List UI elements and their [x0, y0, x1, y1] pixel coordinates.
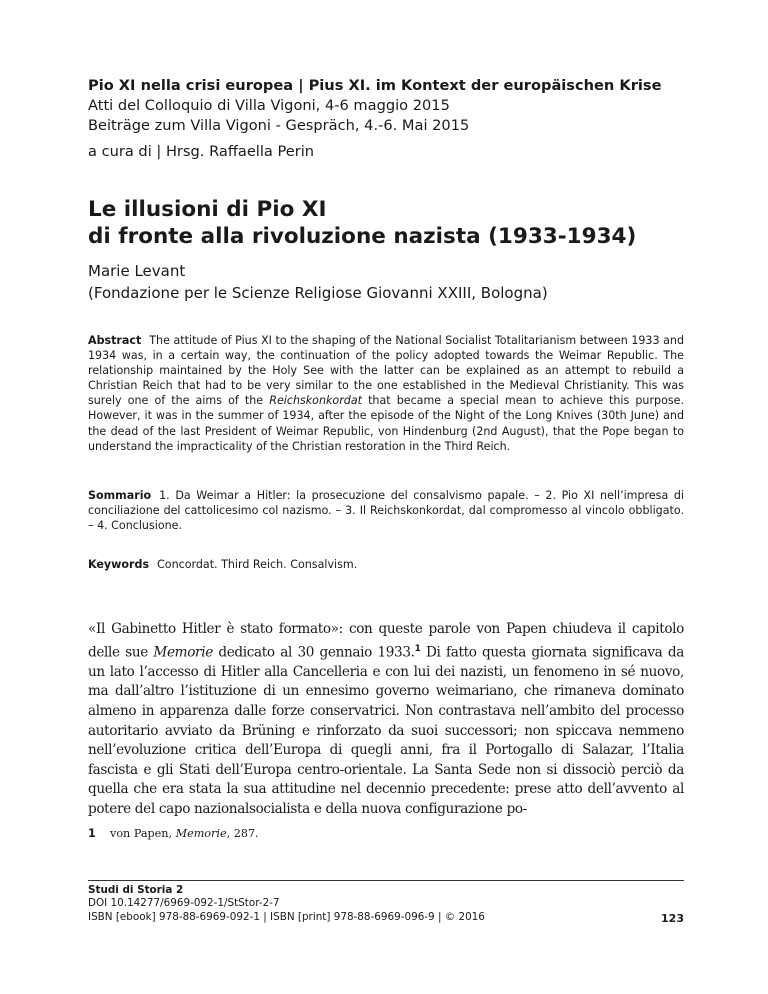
book-header [88, 76, 728, 162]
author-affiliation: (Fondazione per le Scienze Religiose Giovanni XXIII, Bologna) [88, 284, 548, 302]
body-text-2: dedicato al 30 gennaio 1933. [212, 644, 415, 661]
page-footer [88, 884, 684, 924]
abstract-text-2: that became a special mean to achieve this purpose. However, it was in the summer of 1934, after the episode of the Night of the Long Knives (30th June) and the dead of the last President of Weimar Republic, von Hindenburg (2nd August), that the Pope began to understand the impracticality of the Christian restoration in the Third Reich. [88, 394, 684, 453]
abstract-text-1: The attitude of Pius XI to the shaping of the National Socialist Totalitarianism between 1933 and 1934 was, in a certain way, the continuation of the policy adopted towards the Weimar Republic. The relationship maintained by the Holy See with the latter can be explained as an attempt to rebuild a Christian Reich that had to be very similar to the one established in the Medieval Christianity. This was surely one of the aims of the [88, 334, 684, 408]
footnote-text-1: von Papen, [110, 827, 176, 840]
abstract-label: Abstract [88, 334, 142, 347]
book-editor: a cura di | Hrsg. Raffaella Perin [88, 143, 315, 160]
summary-text: 1. Da Weimar a Hitler: la prosecuzione del consalvismo papale. – 2. Pio XI nell’impresa di conciliazione del cattolicesimo col nazismo. – 3. Il Reichskonkordat, dal compromesso al vincolo obbligato. – 4. Conclusione. [88, 489, 684, 533]
footer-doi: DOI 10.14277/6969-092-1/StStor-2-7 [88, 897, 280, 910]
article-title [88, 196, 708, 250]
footnote-reference[interactable]: 1 [414, 643, 421, 654]
body-text-1: «Il Gabinetto Hitler è stato formato»: con queste parole von Papen chiudeva il capitolo delle sue [88, 621, 684, 661]
book-title: Pio XI nella crisi europea | Pius XI. im Kontext der europäischen Krise [88, 77, 662, 94]
footer-series: Studi di Storia 2 [88, 884, 184, 896]
footnote-number: 1 [88, 827, 96, 840]
body-paragraph [88, 620, 684, 819]
author-name: Marie Levant [88, 262, 186, 280]
keywords [88, 557, 684, 572]
footnote-text-italic: Memorie [175, 827, 227, 840]
abstract-text-italic: Reichskonkordat [269, 394, 362, 408]
page-number: 123 [661, 912, 684, 925]
footer-isbn: ISBN [ebook] 978-88-6969-092-1 | ISBN [print] 978-88-6969-096-9 | © 2016 [88, 910, 485, 923]
keywords-label: Keywords [88, 558, 150, 571]
article-title-line1: Le illusioni di Pio XI [88, 197, 327, 222]
summary [88, 488, 684, 533]
author-block [88, 260, 708, 304]
footer-divider [88, 880, 684, 881]
body-text-3: Di fatto questa giornata significava da un lato l’accesso di Hitler alla Cancelleria e con lui dei nazisti, un fenomeno in sé nuovo, ma dall’altro l’istituzione di un ennesimo governo weimariano, che rimaneva dominato almeno in apparenza dalle forze conservatrici. Non contrastava nell’ambito del processo autoritario avviato da Brüning e rinforzato da suoi successori; non spiccava nemmeno nell’evoluzione critica dell’Europa di quegli anni, fra il Portogallo di Salazar, l’Italia fascista e gli Stati dell’Europa centro-orientale. La Santa Sede non si dissociò perciò da quella che era stata la sua attitudine nel decennio precedente: prese atto dell’avvento al potere del capo nazionalsocialista e della nuova configurazione po- [88, 644, 684, 817]
abstract [88, 333, 684, 454]
body-text-italic: Memorie [153, 644, 213, 661]
book-proceedings-de: Beiträge zum Villa Vigoni - Gespräch, 4.-6. Mai 2015 [88, 117, 470, 134]
summary-label: Sommario [88, 489, 152, 502]
keywords-text: Concordat. Third Reich. Consalvism. [157, 558, 358, 571]
article-title-line2: di fronte alla rivoluzione nazista (1933-1934) [88, 224, 637, 249]
footnote [88, 826, 684, 841]
footnote-text-2: , 287. [226, 827, 259, 840]
book-proceedings-it: Atti del Colloquio di Villa Vigoni, 4-6 maggio 2015 [88, 97, 450, 114]
